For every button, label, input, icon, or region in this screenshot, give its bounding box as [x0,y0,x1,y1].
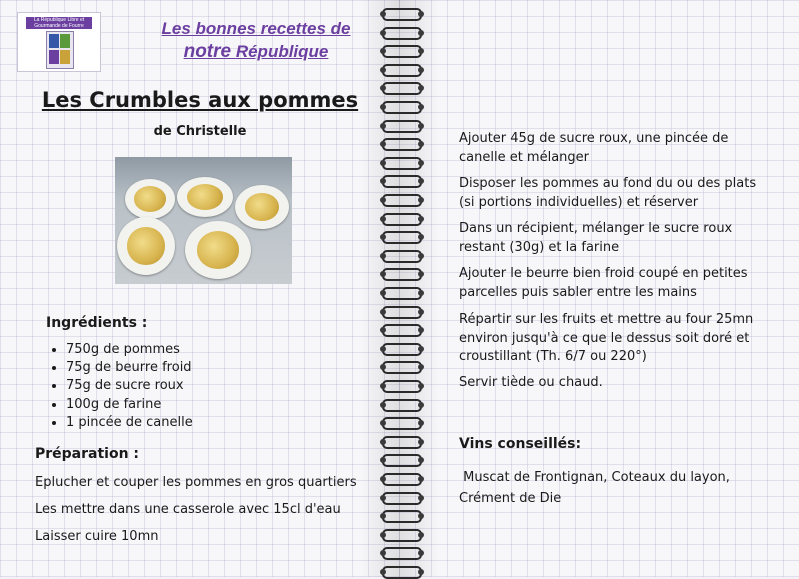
prep-step-right [459,311,777,367]
header-title-line1: Les bonnes recettes de [161,19,351,38]
spiral-ring [382,473,420,484]
recipe-photo [115,157,292,284]
header-title-notre: notre [183,41,232,62]
preparation-heading: Préparation : [35,446,140,462]
spiral-ring [382,380,420,391]
ingredients-heading: Ingrédients : [46,315,148,331]
spiral-binding [376,0,424,577]
prep-step-line: restant (30g) et la farine [459,239,620,255]
site-header-title [150,18,362,64]
spiral-ring [382,454,420,465]
spiral-ring [382,324,420,335]
spiral-ring [382,306,420,317]
wines-heading: Vins conseillés: [459,436,582,452]
left-page [0,0,400,577]
dish-1 [125,179,175,219]
prep-step-right [459,374,777,393]
header-title-republique: République [235,42,329,61]
prep-step-line: croustillant (Th. 6/7 ou 220°) [459,349,647,364]
spiral-ring [382,510,420,521]
prep-step-line: (si portions individuelles) et réserver [459,194,699,210]
spiral-ring [382,492,420,503]
prep-step-line: Dans un récipient, mélanger le sucre roux [459,221,733,236]
spiral-ring [382,250,420,261]
prep-step-line: Ajouter 45g de sucre roux, une pincée de [459,131,729,146]
prep-step-1: Eplucher et couper les pommes en gros quartiers [35,475,357,490]
header-title-line2 [150,40,362,64]
spiral-ring [382,27,420,38]
spiral-ring [382,361,420,372]
wines-line1: Muscat de Frontignan, Coteaux du layon, [459,470,730,485]
ingredient-item: • 1 pincée de canelle [66,414,366,432]
spiral-ring [382,64,420,75]
spiral-ring [382,566,420,577]
spiral-ring [382,343,420,354]
republic-logo [17,12,101,72]
spiral-ring [382,529,420,540]
ingredient-item: • 750g de pommes [66,341,366,359]
wines-line2: Crément de Die [459,491,562,506]
spiral-ring [382,417,420,428]
prep-step-right [459,265,777,302]
logo-banner: La République Libre et Gourmande de Fourre [26,17,92,29]
prep-step-line: environ jusqu'à ce que le dessus soit doré et [459,330,750,346]
prep-step-3: Laisser cuire 10mn [35,529,159,544]
spiral-ring [382,8,420,19]
dish-4 [117,217,175,275]
prep-step-line: Disposer les pommes au fond du ou des plats [459,176,757,191]
prep-step-line: canelle et mélanger [459,149,590,165]
spiral-ring [382,436,420,447]
prep-step-line: Ajouter le beurre bien froid coupé en petites [459,266,748,281]
prep-step-right [459,130,777,167]
spiral-ring [382,231,420,242]
dish-2 [177,177,233,217]
spiral-ring [382,157,420,168]
spiral-ring [382,547,420,558]
spiral-ring [382,287,420,298]
prep-step-right [459,175,777,212]
spiral-ring [382,194,420,205]
spiral-ring [382,138,420,149]
prep-step-right [459,220,777,257]
recipe-title: Les Crumbles aux pommes [41,88,359,112]
spiral-ring [382,45,420,56]
prep-step-line: parcelles puis sabler entre les mains [459,284,697,300]
recipe-author: de Christelle [153,124,247,139]
prep-step-line: Servir tiède ou chaud. [459,375,603,390]
prep-step-line: Répartir sur les fruits et mettre au four 25mn [459,312,754,327]
dish-5 [185,221,251,279]
ingredients-list [46,341,366,432]
spiral-ring [382,268,420,279]
spiral-ring [382,175,420,186]
prep-step-2: Les mettre dans une casserole avec 15cl d'eau [35,502,341,517]
ingredient-item: • 100g de farine [66,396,366,414]
dish-3 [235,185,289,229]
ingredient-item: • 75g de sucre roux [66,377,366,395]
spiral-ring [382,399,420,410]
spiral-ring [382,213,420,224]
logo-crest-icon [46,31,74,69]
ingredient-item: • 75g de beurre froid [66,359,366,377]
